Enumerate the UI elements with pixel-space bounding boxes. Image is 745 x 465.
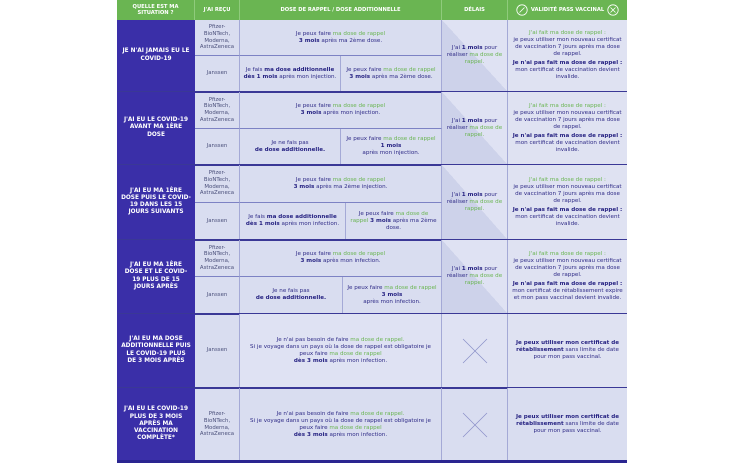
situation-covid-within-15-days: [117, 165, 195, 240]
highlight-text: ma dose de rappel.: [350, 336, 405, 343]
header-dose-label: DOSE DE RAPPEL / DOSE ADDITIONNELLE: [280, 7, 401, 13]
dose-cell: [240, 240, 442, 277]
highlight-text: ma dose de rappel: [384, 284, 437, 291]
vaccine-label: Pfizer-BioNTech, Moderna, AstraZeneca: [199, 170, 235, 197]
x-circle-icon: [607, 4, 619, 16]
delay-cell: [442, 388, 508, 462]
text: après mon infection.: [321, 258, 381, 264]
header-received: [195, 0, 240, 20]
situation-covid-after-full-vaccination: [117, 388, 195, 462]
situation-additional-dose-then-covid: [117, 314, 195, 388]
bold-text: 1 mois: [461, 117, 483, 124]
bold-text: de dose additionnelle.: [254, 146, 326, 153]
text: mon certificat de vaccination devient invalide.: [515, 67, 620, 80]
situation-covid-after-15-days: [117, 240, 195, 314]
bold-text: Je n'ai pas fait ma dose de rappel :: [512, 206, 623, 213]
header-delay: [442, 0, 508, 20]
situation-covid-before-first-dose: [117, 92, 195, 165]
text: Si je voyage dans un pays où la dose de rappel est obligatoire je peux faire: [250, 343, 431, 357]
bold-text: 3 mois: [300, 110, 322, 116]
delay-cell: [442, 314, 508, 388]
highlight-text: ma dose de rappel: [329, 424, 382, 431]
vaccine-label: Janssen: [206, 143, 228, 150]
header-validity-label: VALIDITÉ PASS VACCINAL: [530, 7, 605, 13]
text: mon certificat de rétablissement expire et mon pass vaccinal devient invalide.: [512, 288, 623, 301]
bold-text: Je n'ai pas fait ma dose de rappel :: [512, 60, 623, 66]
text: pour réaliser: [446, 117, 498, 131]
text: Je fais: [245, 66, 265, 73]
text: Je peux faire: [358, 210, 396, 217]
vaccine-cell: [195, 314, 240, 388]
vaccine-cell: [195, 165, 240, 203]
bold-text: Je peux utiliser mon certificat de rétablissement: [515, 340, 620, 353]
highlight-text: ma dose de rappel.: [350, 410, 405, 417]
dose-cell: [240, 314, 442, 388]
table-bottom-border: [117, 460, 627, 463]
text: Je ne fais pas: [271, 139, 309, 146]
header-delay-label: DÉLAIS: [464, 7, 485, 13]
dose-cell: [240, 129, 341, 165]
x-mark-icon: [460, 410, 490, 440]
text: Je peux faire: [295, 176, 333, 183]
text: Je peux faire: [295, 30, 333, 37]
text: Je peux faire: [295, 251, 333, 257]
highlight-text: ma dose de rappel: [332, 176, 386, 183]
header-received-label: J'AI REÇU: [203, 7, 231, 13]
dose-cell: [341, 56, 442, 92]
validity-cell: [508, 165, 627, 240]
header-situation: [117, 0, 195, 20]
highlight-text: ma dose de rappel: [383, 66, 436, 73]
text: après mon injection.: [277, 73, 337, 80]
text: J'ai: [451, 45, 462, 51]
validity-cell: [508, 92, 627, 165]
bold-text: 1 mois: [461, 266, 483, 272]
validity-cell: [508, 388, 627, 462]
delay-cell: [442, 165, 508, 240]
delay-cell: [442, 20, 508, 92]
highlight-text: ma dose de rappel.: [464, 273, 503, 286]
bold-text: 1 mois: [380, 143, 402, 149]
highlight-text: ma dose de rappel.: [464, 124, 503, 138]
text: Je peux faire: [346, 136, 384, 142]
highlight-text: ma dose de rappel: [332, 103, 386, 109]
text: pour réaliser: [446, 45, 498, 58]
vaccine-cell: [195, 92, 240, 129]
vaccine-label: Janssen: [206, 217, 228, 224]
dose-cell: [346, 203, 442, 240]
text: après mon infection.: [363, 298, 421, 305]
dose-cell: [240, 388, 442, 462]
highlight-text: ma dose de rappel: [332, 251, 386, 257]
situation-never-had-covid: [117, 20, 195, 92]
highlight-text: ma dose de rappel: [329, 350, 382, 357]
bold-text: ma dose additionnelle: [264, 66, 335, 73]
bold-text: dès 3 mois: [293, 431, 328, 438]
bold-text: 3 mois: [300, 258, 322, 264]
text: Je peux faire: [346, 66, 384, 73]
booster-dose-table: [117, 0, 627, 462]
bold-text: de dose additionnelle.: [255, 295, 327, 301]
text: Je peux faire: [347, 284, 385, 291]
x-mark-icon: [460, 336, 490, 366]
bold-text: 3 mois: [381, 291, 403, 298]
validity-cell: [508, 240, 627, 314]
vaccine-cell: [195, 56, 240, 92]
text: Je fais: [248, 214, 267, 220]
bold-text: 1 mois: [461, 191, 483, 198]
delay-cell: [442, 240, 508, 314]
situation-label: J'AI EU MA 1ÈRE DOSE PUIS LE COVID-19 DANS LES 15 JOURS SUIVANTS: [121, 187, 191, 216]
bold-text: 3 mois: [293, 183, 315, 190]
vaccine-label: Janssen: [206, 347, 228, 354]
vaccine-cell: [195, 277, 240, 314]
vaccine-label: Janssen: [206, 291, 228, 298]
highlight-text: J'ai fait ma dose de rappel :: [529, 30, 606, 36]
dose-cell: [240, 203, 346, 240]
dose-cell: [240, 165, 442, 203]
text: je peux utiliser mon nouveau certificat de vaccination 7 jours après ma dose de rappel.: [513, 183, 622, 204]
highlight-text: ma dose de rappel: [383, 136, 436, 142]
text: je peux utiliser mon nouveau certificat de vaccination 7 jours après ma dose de rappel.: [513, 37, 622, 57]
dose-cell: [341, 129, 442, 165]
text: pour réaliser: [446, 266, 498, 279]
vaccine-label: Pfizer-BioNTech, Moderna, AstraZeneca: [199, 96, 235, 123]
text: Je n'ai pas besoin de faire: [276, 410, 351, 417]
text: après mon infection.: [279, 221, 340, 227]
text: après mon injection.: [362, 150, 420, 156]
situation-label: J'AI EU MA 1ÈRE DOSE ET LE COVID-19 PLUS DE 15 JOURS APRÈS: [124, 262, 188, 290]
highlight-text: ma dose de rappel.: [464, 52, 503, 65]
vaccine-cell: [195, 240, 240, 277]
validity-cell: [508, 314, 627, 388]
check-circle-icon: [516, 4, 528, 16]
text: je peux utiliser mon nouveau certificat de vaccination 7 jours après ma dose de rappel.: [513, 109, 622, 130]
text: J'ai: [451, 191, 462, 198]
text: après ma 2ème dose.: [319, 37, 383, 44]
text: Si je voyage dans un pays où la dose de rappel est obligatoire je peux faire: [250, 417, 431, 431]
text: après mon injection.: [321, 110, 381, 116]
text: après mon infection.: [327, 357, 388, 364]
text: sans limite de date pour mon pass vaccinal.: [533, 421, 619, 434]
vaccine-label: Pfizer-BioNTech, Moderna, AstraZeneca: [199, 411, 235, 438]
text: après ma 2ème injection.: [314, 183, 388, 190]
highlight-text: J'ai fait ma dose de rappel :: [529, 251, 606, 257]
vaccine-cell: [195, 129, 240, 165]
dose-cell: [240, 56, 341, 92]
highlight-text: ma dose de rappel.: [464, 198, 503, 212]
text: mon certificat de vaccination devient invalide.: [515, 139, 620, 153]
situation-label: J'AI EU LE COVID-19 PLUS DE 3 MOIS APRÈS MA VACCINATION COMPLÈTE*: [123, 406, 188, 442]
bold-text: 1 mois: [461, 45, 483, 51]
dose-cell: [343, 277, 442, 314]
text: pour réaliser: [446, 191, 498, 205]
validity-cell: [508, 20, 627, 92]
text: mon certificat de vaccination devient invalide.: [515, 213, 620, 227]
text: je peux utiliser mon nouveau certificat de vaccination 7 jours après ma dose de rappel.: [513, 258, 622, 278]
situation-label: J'AI EU LE COVID-19 AVANT MA 1ÈRE DOSE: [123, 117, 188, 138]
vaccine-label: Pfizer-BioNTech, Moderna, AstraZeneca: [199, 244, 235, 271]
highlight-text: ma dose de rappel: [350, 210, 429, 224]
text: après ma 2ème dose.: [385, 217, 437, 231]
text: après mon infection.: [327, 431, 388, 438]
text: Je n'ai pas besoin de faire: [276, 336, 351, 343]
bold-text: 3 mois: [298, 37, 320, 44]
text: J'ai: [451, 117, 462, 124]
bold-text: Je n'ai pas fait ma dose de rappel :: [512, 132, 623, 139]
vaccine-label: Janssen: [206, 70, 228, 77]
header-validity: [508, 0, 627, 20]
bold-text: 3 mois: [349, 73, 371, 80]
text: sans limite de date pour mon pass vaccinal.: [533, 347, 619, 360]
text: après ma 2ème dose.: [370, 73, 433, 80]
bold-text: Je n'ai pas fait ma dose de rappel :: [512, 281, 623, 287]
highlight-text: J'ai fait ma dose de rappel :: [529, 176, 606, 183]
text: Je peux faire: [295, 103, 333, 109]
dose-cell: [240, 20, 442, 56]
text: J'ai: [451, 266, 462, 272]
bold-text: ma dose additionnelle: [266, 214, 337, 220]
bold-text: Je peux utiliser mon certificat de rétablissement: [515, 414, 620, 427]
highlight-text: J'ai fait ma dose de rappel :: [529, 102, 606, 109]
text: Je ne fais pas: [272, 288, 310, 294]
header-situation-label: QUELLE EST MA SITUATION ?: [132, 4, 179, 16]
header-dose: [240, 0, 442, 20]
bold-text: dès 3 mois: [293, 357, 328, 364]
bold-text: dès 1 mois: [243, 73, 278, 80]
bold-text: dès 1 mois: [245, 221, 280, 227]
vaccine-cell: [195, 203, 240, 240]
dose-cell: [240, 277, 343, 314]
situation-label: JE N'AI JAMAIS EU LE COVID-19: [122, 48, 190, 62]
vaccine-cell: [195, 20, 240, 56]
highlight-text: ma dose de rappel: [332, 30, 386, 37]
dose-cell: [240, 92, 442, 129]
vaccine-label: Pfizer-BioNTech, Moderna, AstraZeneca: [199, 24, 235, 51]
vaccine-cell: [195, 388, 240, 462]
bold-text: 3 mois: [368, 217, 391, 224]
situation-label: J'AI EU MA DOSE ADDITIONNELLE PUIS LE COVID-19 PLUS DE 3 MOIS APRÈS: [121, 336, 191, 364]
delay-cell: [442, 92, 508, 165]
